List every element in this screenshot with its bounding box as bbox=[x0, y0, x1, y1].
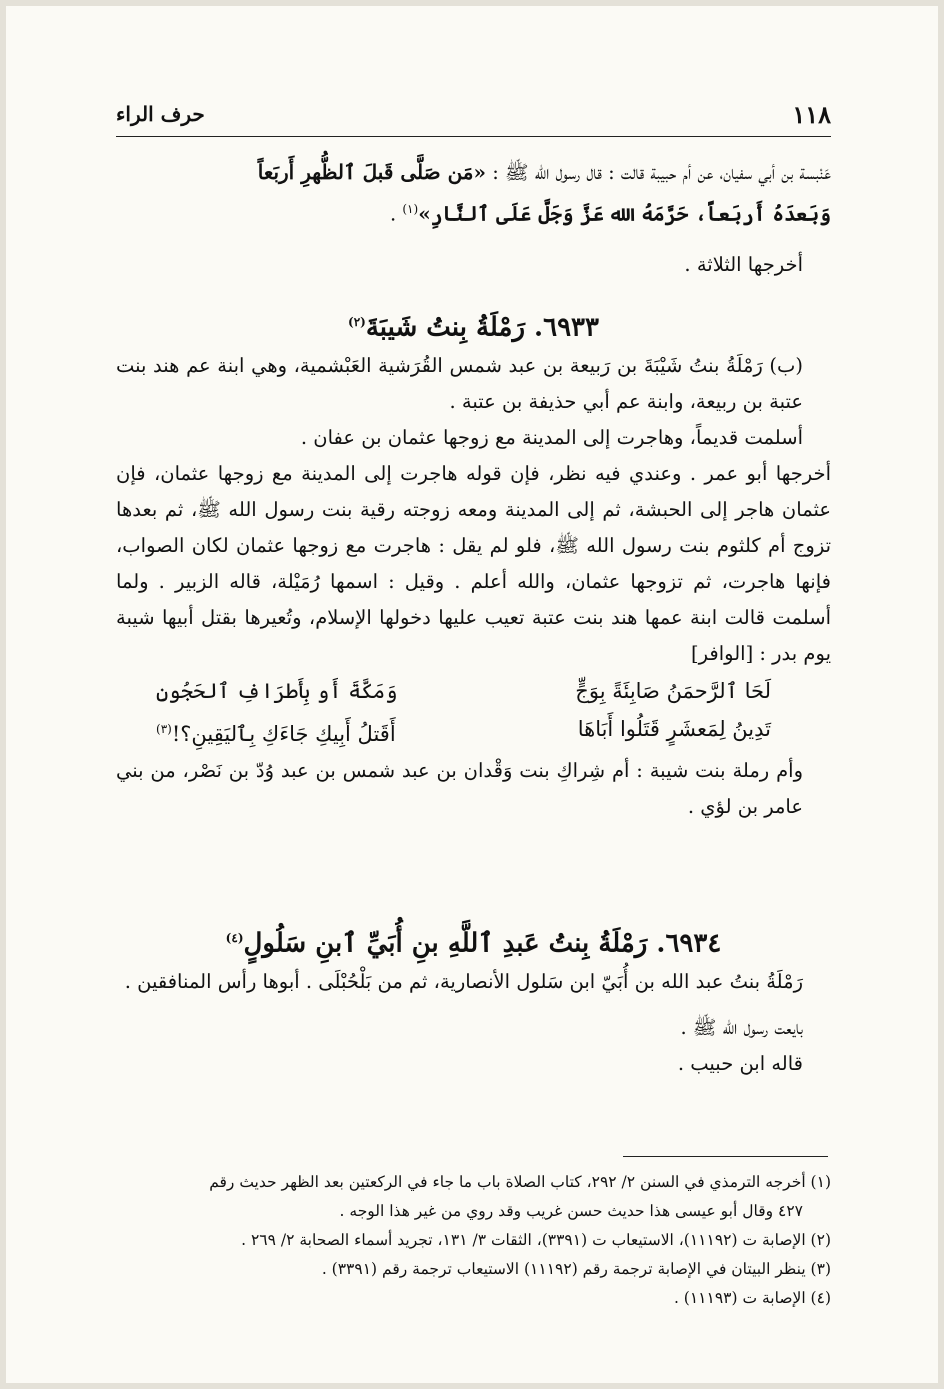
footnote-ref-2: (٢) bbox=[348, 315, 366, 329]
entry-6934-para-2: بايعت رسول الله ﷺ . bbox=[680, 1015, 803, 1039]
entry-6934-title-text: ٦٩٣٤. رَمْلَةُ بِنتُ عَبدِ ٱللَّهِ بنِ أُبَيِّ ٱبنِ سَلُولٍ bbox=[243, 928, 722, 959]
entry-6933-para-2: أسلمت قديماً، وهاجرت إلى المدينة مع زوجها عثمان بن عفان . bbox=[300, 425, 803, 449]
entry-6934-para-3: قاله ابن حبيب . bbox=[677, 1051, 803, 1075]
footnote-4: (٤) الإصابة ت (١١١٩٣) . bbox=[673, 1289, 831, 1307]
footnote-3: (٣) ينظر البيتان في الإصابة ترجمة رقم (١١١٩٢) الاستيعاب ترجمة رقم (٣٣٩١) . bbox=[321, 1260, 831, 1278]
entry-6933-para-3: أخرجها أبو عمر . وعندي فيه نظر، فإن قوله هاجرت إلى المدينة مع زوجها عثمان، فإن عثمان هاجر إلى الحبشة، ثم إلى المدينة ومعه زوجته رقية بنت رسول الله ﷺ، ثم بعدها تزوج أم كلثوم بنت رسول الله ﷺ، فلو لم يقل : هاجرت مع زوجها عثمان لكان الصواب، فإنها هاجرت، ثم تزوجها عثمان، والله أعلم . وقيل : اسمها رُمَيْلة، قاله الزبير . ولما أسلمت قالت ابنة عمها هند بنت عتبة تعيب عليها دخولها الإسلام، وتُعيرها بقتل أبيها شيبة يوم بدر : [الوافر] bbox=[116, 461, 831, 665]
intro-line-2 bbox=[116, 191, 831, 233]
footnote-2: (٢) الإصابة ت (١١١٩٢)، الاستيعاب ت (٣٣٩١)، الثقات ٣/ ١٣١، تجريد أسماء الصحابة ٢/ ٢٦٩ . bbox=[241, 1231, 831, 1249]
hadith-quote-start: «مَن صَلَّى قَبلَ ٱلظُّهرِ أَربَعاً bbox=[257, 160, 487, 184]
intro-text: عَنْبسة بن أبي سفيان، عن أم حبيبة قالت : قال رسول الله ﷺ : bbox=[486, 161, 831, 184]
footnote-ref-1: (١) bbox=[402, 202, 419, 216]
hadith-quote-end: وَبَعدَهُ أَربَعاً، حَرَّمَهُ الله عَزَّ وَجَلَّ عَلَى ٱلنَّارِ» bbox=[418, 201, 831, 226]
verse-2-hemistich-b-text: أَقَتلُ أَبِيكِ جَاءَكِ بِٱليَقِينِ؟! bbox=[171, 721, 396, 746]
entry-6934 bbox=[116, 918, 831, 1082]
entry-6933-title-text: ٦٩٣٣. رَمْلَةُ بِنتُ شَيبَةَ bbox=[365, 312, 599, 343]
footnote-ref-4: (٤) bbox=[225, 931, 244, 945]
running-title: حرف الراء bbox=[116, 102, 205, 126]
entry-6934-para-1: رَمْلَةُ بنتُ عبد الله بن أُبَيّ ابن سَلول الأنصارية، ثم من بَلْحُبْلَى . أبوها رأس المنافقين . bbox=[124, 969, 803, 993]
footnote-separator bbox=[623, 1156, 828, 1157]
footnote-1: (١) أخرجه الترمذي في السنن ٢/ ٢٩٢، كتاب الصلاة باب ما جاء في الركعتين بعد الظهر حديث رقم bbox=[209, 1173, 831, 1191]
verse-line-2 bbox=[116, 710, 831, 753]
entry-6933-para-4: وأم رملة بنت شيبة : أم شِراكِ بنت وَقْدان بن عبد شمس بن عبد وُدّ بن نَصْر، من بني عامر بن لؤي . bbox=[116, 758, 803, 818]
intro-punct: . bbox=[389, 202, 403, 226]
verse-1-hemistich-a: لَحَا ٱلرَّحمَنُ صَابِئَةً بِوَجٍّ bbox=[575, 678, 771, 703]
entry-6933 bbox=[116, 302, 831, 825]
verse-line-1 bbox=[116, 672, 831, 710]
entry-6933-title bbox=[116, 302, 831, 348]
entry-6934-title bbox=[116, 918, 831, 964]
verse-1-hemistich-b: وَمَكَّةَ أَو بِأَطرَافِ ٱلحَجُونِ bbox=[156, 678, 398, 703]
footnotes bbox=[116, 1168, 831, 1313]
entry-6933-para-1: (ب) رَمْلَةُ بنتُ شَيْبَةَ بن رَبيعة بن عبد شمس القُرَشية العَبْشمية، وهي ابنة عم هند بنت عتبة بن ربيعة، وابنة عم أبي حذيفة بن عتبة . bbox=[116, 353, 803, 413]
page-header bbox=[116, 100, 831, 137]
verse-2-hemistich-a: تَدِينُ لِمَعشَرٍ قَتَلُوا أَبَاهَا bbox=[577, 716, 771, 741]
footnote-1-continued: ٤٢٧ وقال أبو عيسى هذا حديث حسن غريب وقد روي من غير هذا الوجه . bbox=[339, 1202, 803, 1220]
akhraja-line: أخرجها الثلاثة . bbox=[684, 252, 803, 276]
verse-2-hemistich-b bbox=[156, 710, 396, 753]
page-number: ١١٨ bbox=[792, 100, 831, 129]
intro-section bbox=[116, 154, 831, 283]
intro-line-1 bbox=[116, 154, 831, 191]
footnote-ref-3: (٣) bbox=[156, 721, 172, 736]
